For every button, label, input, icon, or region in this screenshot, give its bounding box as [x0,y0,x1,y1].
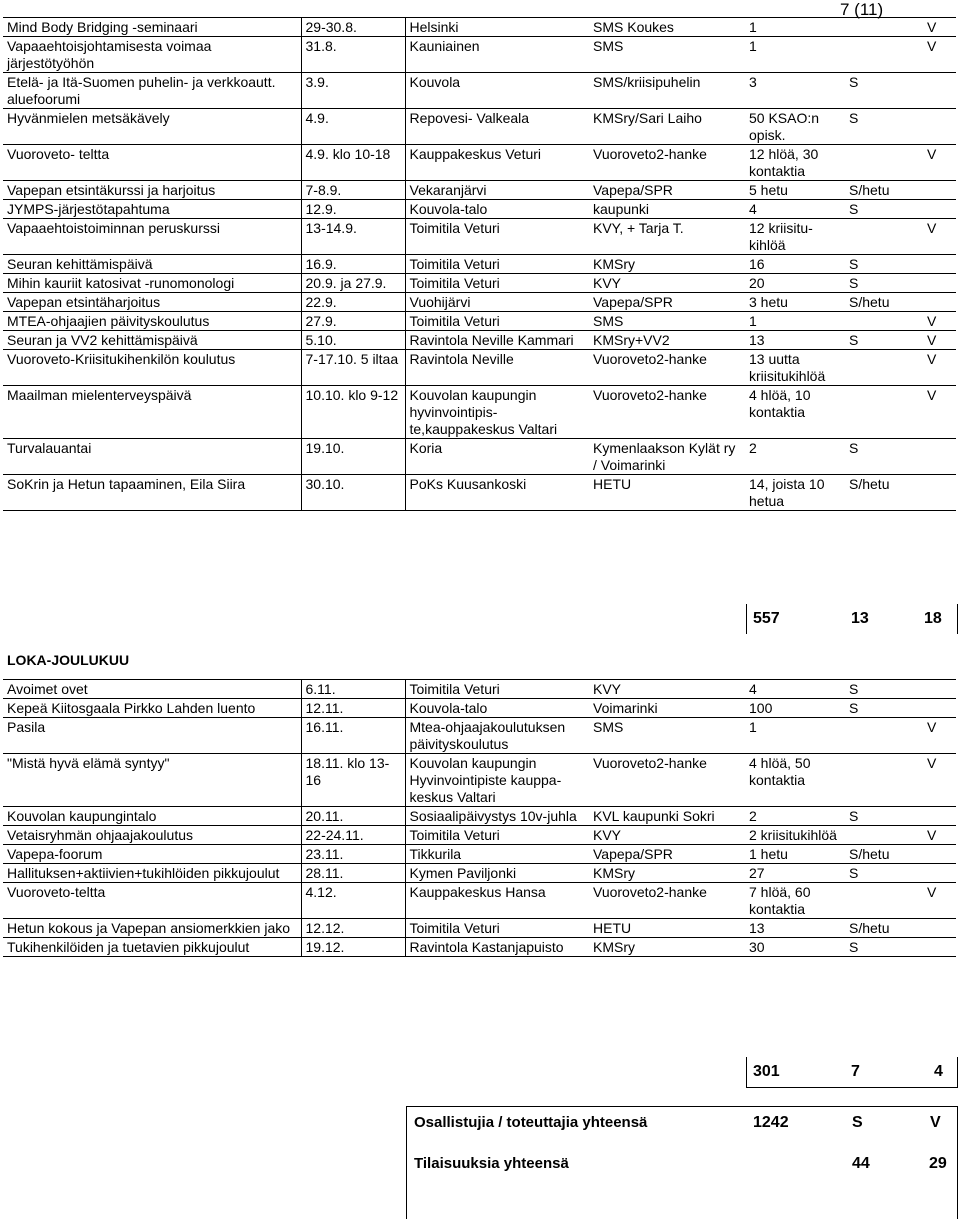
type-s-cell: S/hetu [845,845,923,864]
location-cell: Toimitila Veturi [405,312,589,331]
date-cell: 4.12. [301,883,405,919]
location-cell: Kauniainen [405,37,589,73]
date-cell: 10.10. klo 9-12 [301,386,405,439]
date-cell: 13-14.9. [301,219,405,255]
organizer-cell: Vuoroveto2-hanke [589,350,745,386]
location-cell: Vekaranjärvi [405,181,589,200]
type-s-cell [845,312,923,331]
participants-cell: 12 hlöä, 30 kontaktia [745,145,845,181]
type-v-cell: V [923,331,956,350]
type-v-cell: V [923,18,956,37]
type-v-cell [923,845,956,864]
organizer-cell: KVY [589,274,745,293]
type-s-cell: S [845,200,923,219]
type-v-cell [923,293,956,312]
date-cell: 5.10. [301,331,405,350]
type-s-cell: S [845,699,923,718]
date-cell: 31.8. [301,37,405,73]
table-row [3,475,956,511]
organizer-cell: KVL kaupunki Sokri [589,807,745,826]
type-s-cell: S [845,807,923,826]
participants-value: 1242 [753,1114,789,1131]
type-v-cell [923,73,956,109]
date-cell: 12.9. [301,200,405,219]
organizer-cell: KVY [589,826,745,845]
type-v-cell: V [923,386,956,439]
location-cell: Toimitila Veturi [405,219,589,255]
type-s-cell: S [845,680,923,699]
location-cell: Toimitila Veturi [405,680,589,699]
event-name-cell: JYMPS-järjestötapahtuma [3,200,301,219]
type-v-cell [923,439,956,475]
participants-v: V [930,1114,941,1131]
participants-cell: 14, joista 10 hetua [745,475,845,511]
date-cell: 27.9. [301,312,405,331]
type-s-cell [845,37,923,73]
date-cell: 20.11. [301,807,405,826]
location-cell: Kouvola [405,73,589,109]
events-label: Tilaisuuksia yhteensä [414,1155,569,1172]
organizer-cell: HETU [589,919,745,938]
page-number: 7 (11) [840,0,884,19]
date-cell: 6.11. [301,680,405,699]
table-row [3,73,956,109]
location-cell: PoKs Kuusankoski [405,475,589,511]
participants-label: Osallistujia / toteuttajia yhteensä [414,1114,648,1131]
event-name-cell: Seuran ja VV2 kehittämispäivä [3,331,301,350]
type-v-cell [923,181,956,200]
date-cell: 18.11. klo 13-16 [301,754,405,807]
organizer-cell: KVY, + Tarja T. [589,219,745,255]
organizer-cell: Vuoroveto2-hanke [589,145,745,181]
date-cell: 16.9. [301,255,405,274]
location-cell: Ravintola Kastanjapuisto [405,938,589,957]
events-value-1: 44 [852,1155,870,1172]
event-name-cell: Vapaaehtoisjohtamisesta voimaa järjestötyöhön [3,37,301,73]
participants-cell: 2 kriisitukihlöä [745,826,845,845]
event-name-cell: Mind Body Bridging -seminaari [3,18,301,37]
table-row [3,864,956,883]
table-row [3,255,956,274]
participants-cell: 3 [745,73,845,109]
table-row [3,845,956,864]
event-name-cell: Vuoroveto-Kriisitukihenkilön koulutus [3,350,301,386]
type-v-cell [923,864,956,883]
organizer-cell: Kymenlaakson Kylät ry / Voimarinki [589,439,745,475]
type-v-cell: V [923,350,956,386]
type-v-cell: V [923,883,956,919]
participants-cell: 1 [745,312,845,331]
table-row [3,386,956,439]
total-s-2: 7 [851,1063,860,1080]
participants-cell: 4 [745,200,845,219]
organizer-cell: SMS/kriisipuhelin [589,73,745,109]
participants-cell: 50 KSAO:n opisk. [745,109,845,145]
type-s-cell [845,718,923,754]
participants-s: S [852,1114,863,1131]
table-row [3,826,956,845]
participants-cell: 20 [745,274,845,293]
table-row [3,754,956,807]
events-table-aug-oct [3,18,956,511]
table-row [3,312,956,331]
type-v-cell [923,475,956,511]
type-s-cell: S [845,109,923,145]
event-name-cell: Hallituksen+aktiivien+tukihlöiden pikkujoulut [3,864,301,883]
type-v-cell [923,807,956,826]
organizer-cell: Vuoroveto2-hanke [589,386,745,439]
date-cell: 28.11. [301,864,405,883]
organizer-cell: Vapepa/SPR [589,845,745,864]
organizer-cell: SMS Koukes [589,18,745,37]
event-name-cell: Tukihenkilöiden ja tuetavien pikkujoulut [3,938,301,957]
type-s-cell: S/hetu [845,919,923,938]
section-title: LOKA-JOULUKUU [7,652,130,668]
event-name-cell: MTEA-ohjaajien päivityskoulutus [3,312,301,331]
totals-row-1 [746,604,958,634]
table-row [3,219,956,255]
type-s-cell [845,883,923,919]
table-row [3,181,956,200]
date-cell: 30.10. [301,475,405,511]
event-name-cell: Seuran kehittämispäivä [3,255,301,274]
participants-cell: 4 hlöä, 10 kontaktia [745,386,845,439]
type-v-cell: V [923,826,956,845]
event-name-cell: Vetaisryhmän ohjaajakoulutus [3,826,301,845]
table-row [3,883,956,919]
location-cell: Kauppakeskus Hansa [405,883,589,919]
type-s-cell [845,386,923,439]
event-name-cell: Vuoroveto- teltta [3,145,301,181]
table-row [3,293,956,312]
event-name-cell: Maailman mielenterveyspäivä [3,386,301,439]
organizer-cell: HETU [589,475,745,511]
event-name-cell: Vapaaehtoistoiminnan peruskurssi [3,219,301,255]
organizer-cell: KMSry [589,255,745,274]
location-cell: Toimitila Veturi [405,919,589,938]
date-cell: 12.12. [301,919,405,938]
organizer-cell: Vuoroveto2-hanke [589,754,745,807]
location-cell: Mtea-ohjaajakoulutuksen päivityskoulutus [405,718,589,754]
event-name-cell: Vapepan etsintäharjoitus [3,293,301,312]
total-v: 18 [924,610,942,627]
date-cell: 12.11. [301,699,405,718]
event-name-cell: "Mistä hyvä elämä syntyy" [3,754,301,807]
type-v-cell: V [923,754,956,807]
type-s-cell: S [845,255,923,274]
type-s-cell: S [845,864,923,883]
type-s-cell: S/hetu [845,293,923,312]
organizer-cell: KMSry+VV2 [589,331,745,350]
location-cell: Koria [405,439,589,475]
location-cell: Tikkurila [405,845,589,864]
total-v-2: 4 [934,1063,943,1080]
event-name-cell: Kepeä Kiitosgaala Pirkko Lahden luento [3,699,301,718]
location-cell: Kymen Paviljonki [405,864,589,883]
type-s-cell [845,145,923,181]
date-cell: 22.9. [301,293,405,312]
participants-cell: 4 hlöä, 50 kontaktia [745,754,845,807]
type-v-cell [923,680,956,699]
table-row [3,919,956,938]
date-cell: 23.11. [301,845,405,864]
participants-cell: 100 [745,699,845,718]
table-row [3,109,956,145]
type-s-cell: S/hetu [845,181,923,200]
date-cell: 3.9. [301,73,405,109]
location-cell: Kouvola-talo [405,699,589,718]
event-name-cell: SoKrin ja Hetun tapaaminen, Eila Siira [3,475,301,511]
events-value-2: 29 [929,1155,947,1172]
date-cell: 16.11. [301,718,405,754]
organizer-cell: KMSry/Sari Laiho [589,109,745,145]
type-v-cell [923,109,956,145]
table-row [3,439,956,475]
date-cell: 29-30.8. [301,18,405,37]
total-s: 13 [851,610,869,627]
event-name-cell: Kouvolan kaupungintalo [3,807,301,826]
date-cell: 4.9. klo 10-18 [301,145,405,181]
event-name-cell: Vapepa-foorum [3,845,301,864]
type-v-cell [923,255,956,274]
date-cell: 20.9. ja 27.9. [301,274,405,293]
type-v-cell: V [923,718,956,754]
location-cell: Kouvola-talo [405,200,589,219]
table-row [3,145,956,181]
table-row [3,699,956,718]
participants-cell: 5 hetu [745,181,845,200]
organizer-cell: SMS [589,37,745,73]
table-row [3,680,956,699]
organizer-cell: Voimarinki [589,699,745,718]
date-cell: 7-17.10. 5 iltaa [301,350,405,386]
location-cell: Sosiaalipäivystys 10v-juhla [405,807,589,826]
organizer-cell: Vapepa/SPR [589,181,745,200]
table-row [3,350,956,386]
participants-cell: 2 [745,439,845,475]
event-name-cell: Etelä- ja Itä-Suomen puhelin- ja verkkoautt. aluefoorumi [3,73,301,109]
date-cell: 19.10. [301,439,405,475]
table-row [3,274,956,293]
date-cell: 19.12. [301,938,405,957]
organizer-cell: SMS [589,312,745,331]
type-s-cell: S/hetu [845,475,923,511]
event-name-cell: Avoimet ovet [3,680,301,699]
type-s-cell: S [845,73,923,109]
organizer-cell: Vapepa/SPR [589,293,745,312]
table-row [3,18,956,37]
event-name-cell: Hyvänmielen metsäkävely [3,109,301,145]
type-v-cell [923,919,956,938]
table-row [3,807,956,826]
organizer-cell: kaupunki [589,200,745,219]
type-v-cell [923,200,956,219]
table-row [3,938,956,957]
participants-cell: 13 [745,331,845,350]
participants-cell: 1 [745,37,845,73]
participants-cell: 4 [745,680,845,699]
participants-cell: 1 [745,18,845,37]
type-s-cell [845,754,923,807]
location-cell: Toimitila Veturi [405,274,589,293]
participants-cell: 3 hetu [745,293,845,312]
date-cell: 22-24.11. [301,826,405,845]
location-cell: Helsinki [405,18,589,37]
type-v-cell: V [923,37,956,73]
participants-cell: 30 [745,938,845,957]
date-cell: 4.9. [301,109,405,145]
table-row [3,718,956,754]
total-participants-2: 301 [753,1063,780,1080]
organizer-cell: KVY [589,680,745,699]
type-s-cell: S [845,331,923,350]
organizer-cell: Vuoroveto2-hanke [589,883,745,919]
location-cell: Repovesi- Valkeala [405,109,589,145]
type-s-cell: S [845,439,923,475]
type-v-cell [923,274,956,293]
event-name-cell: Turvalauantai [3,439,301,475]
location-cell: Toimitila Veturi [405,255,589,274]
location-cell: Toimitila Veturi [405,826,589,845]
location-cell: Ravintola Neville [405,350,589,386]
event-name-cell: Hetun kokous ja Vapepan ansiomerkkien jako [3,919,301,938]
event-name-cell: Mihin kauriit katosivat -runomonologi [3,274,301,293]
event-name-cell: Vuoroveto-teltta [3,883,301,919]
location-cell: Ravintola Neville Kammari [405,331,589,350]
organizer-cell: KMSry [589,864,745,883]
location-cell: Kouvolan kaupungin Hyvinvointipiste kauppa-keskus Valtari [405,754,589,807]
participants-cell: 12 kriisitu-kihlöä [745,219,845,255]
location-cell: Vuohijärvi [405,293,589,312]
type-v-cell: V [923,312,956,331]
type-v-cell [923,938,956,957]
totals-row-2 [746,1057,958,1088]
type-v-cell: V [923,219,956,255]
type-s-cell [845,826,923,845]
date-cell: 7-8.9. [301,181,405,200]
table-row [3,37,956,73]
participants-cell: 7 hlöä, 60 kontaktia [745,883,845,919]
type-s-cell [845,350,923,386]
organizer-cell: SMS [589,718,745,754]
total-participants: 557 [753,610,780,627]
type-v-cell: V [923,145,956,181]
location-cell: Kauppakeskus Veturi [405,145,589,181]
participants-cell: 1 hetu [745,845,845,864]
type-v-cell [923,699,956,718]
event-name-cell: Vapepan etsintäkurssi ja harjoitus [3,181,301,200]
type-s-cell [845,219,923,255]
participants-cell: 13 [745,919,845,938]
table-row [3,200,956,219]
participants-cell: 2 [745,807,845,826]
type-s-cell: S [845,274,923,293]
participants-cell: 13 uutta kriisitukihlöä [745,350,845,386]
event-name-cell: Pasila [3,718,301,754]
participants-cell: 1 [745,718,845,754]
type-s-cell [845,18,923,37]
events-table-oct-dec [3,679,956,957]
participants-cell: 27 [745,864,845,883]
participants-cell: 16 [745,255,845,274]
type-s-cell: S [845,938,923,957]
organizer-cell: KMSry [589,938,745,957]
table-row [3,331,956,350]
location-cell: Kouvolan kaupungin hyvinvointipis-te,kauppakeskus Valtari [405,386,589,439]
